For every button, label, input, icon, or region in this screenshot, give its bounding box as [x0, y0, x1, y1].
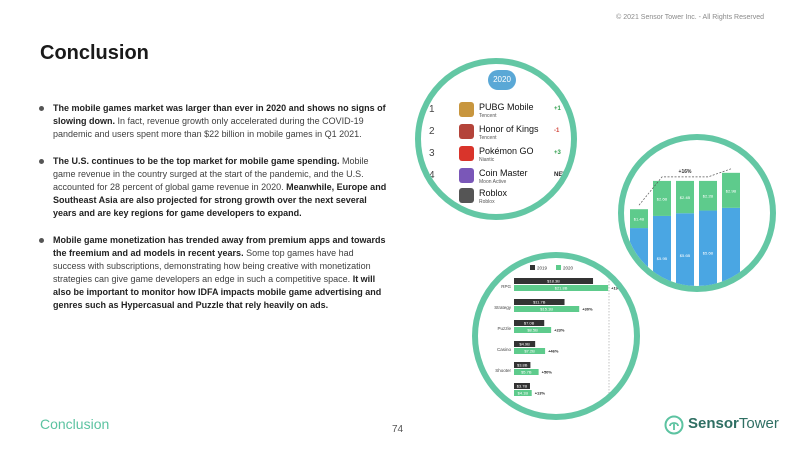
rank-number: 2	[429, 126, 435, 137]
bar-2019-label: $7.0B	[523, 320, 535, 326]
app-publisher: Niantic	[479, 157, 495, 163]
growth-label: +23%	[554, 327, 565, 333]
app-publisher: Roblox	[479, 199, 495, 205]
bar-bottom-segment	[653, 216, 671, 286]
bar-2020-label: $7.2B	[524, 348, 535, 354]
bar-2019-label: $18.3B	[547, 278, 560, 284]
bar-top-label: $2.4B	[679, 195, 691, 201]
app-icon	[459, 168, 474, 183]
stacked-bar-chart	[624, 140, 770, 286]
genre-label: Puzzle	[497, 326, 511, 331]
bullet-bold-2: It will also be important to monitor how IDFA impacts mobile game advertising and genres such as Hypercasual and Puzzle that rely heavily on ads.	[53, 274, 382, 310]
ranking-circle	[415, 58, 577, 220]
growth-label: +30%	[582, 306, 593, 312]
bar-bottom-segment	[722, 208, 740, 286]
app-publisher: Moon Active	[479, 179, 507, 185]
bullet-list	[38, 102, 388, 326]
app-name: PUBG Mobile	[479, 102, 534, 112]
bullet-text: Some top games have had success with subscriptions, demonstrating how being creative with monetization strategies can give game developers an edge in such a competitive space.	[53, 248, 371, 284]
sensor-tower-logo-icon	[664, 415, 684, 435]
bar-bottom-label: $5.9B	[656, 255, 668, 261]
genre-label: Shooter	[495, 368, 511, 373]
bullet-item	[38, 102, 388, 141]
bullet-bold: Mobile game monetization has trended away from premium apps and towards the freemium and ad models in recent years.	[53, 235, 386, 258]
bar-top-label: $2.2B	[702, 193, 714, 199]
genre-label: RPG	[501, 284, 511, 289]
bullet-text: Mobile game revenue in the country surged at the start of the pandemic, and the U.S. accounted for 28 percent of global game revenue in 2020.	[53, 156, 369, 192]
app-icon	[459, 124, 474, 139]
app-name: Honor of Kings	[479, 124, 539, 134]
legend-label: 2020	[563, 265, 574, 271]
ranking-row	[421, 188, 577, 210]
logo-text-sensor: Sensor	[688, 415, 739, 432]
ranking-row	[421, 146, 577, 168]
stacked-chart-circle	[618, 134, 776, 292]
genre-label: Strategy	[494, 305, 511, 310]
ranking-row	[421, 102, 577, 124]
genre-bar-chart	[478, 258, 634, 414]
ranking-row	[421, 168, 577, 190]
bullet-item	[38, 234, 388, 312]
bar-2020-label: $5.7B	[521, 369, 532, 375]
rank-number: 3	[429, 148, 435, 159]
bullet-bold: The U.S. continues to be the top market for mobile game spending.	[53, 156, 340, 166]
app-icon	[459, 146, 474, 161]
year-badge: 2020	[488, 70, 516, 90]
app-name: Roblox	[479, 188, 508, 198]
bar-2019-label: $11.7B	[533, 299, 546, 305]
rank-change: -1	[554, 128, 560, 134]
bar-2020-label: $4.1B	[517, 390, 529, 396]
growth-label: +19%	[611, 285, 622, 291]
footer-section-label: Conclusion	[40, 416, 110, 432]
bullet-bold: The mobile games market was larger than ever in 2020 and shows no signs of slowing down.	[53, 103, 386, 126]
legend-swatch	[556, 265, 561, 270]
legend-label: 2019	[537, 265, 548, 271]
rank-change: NEW	[554, 172, 568, 178]
ranking-row	[421, 124, 577, 146]
app-icon	[459, 188, 474, 203]
growth-label: +46%	[548, 348, 559, 354]
bar-bottom-label: $5.6B	[679, 253, 691, 259]
rank-number: 1	[429, 104, 435, 115]
rank-change: +3	[554, 150, 561, 156]
growth-label: +50%	[541, 369, 552, 375]
app-publisher: Tencent	[479, 113, 497, 119]
logo-text	[688, 415, 779, 432]
bar-2020-label: $15.1B	[540, 306, 553, 312]
app-name: Coin Master	[479, 168, 528, 178]
bar-top-label: $2.9B	[725, 188, 737, 194]
bar-2020-label: $21.8B	[554, 285, 568, 291]
bullet-item	[38, 155, 388, 220]
copyright-notice: © 2021 Sensor Tower Inc. - All Rights Reserved	[616, 14, 764, 21]
growth-label: +13%	[534, 390, 546, 396]
bar-2020-label: $8.5B	[527, 327, 538, 333]
bar-2019-label: $3.8B	[516, 362, 528, 368]
bar-top-label: $1.4B	[633, 216, 645, 222]
rank-change: +1	[554, 106, 561, 112]
bar-2019-label: $3.7B	[516, 383, 528, 389]
app-icon	[459, 102, 474, 117]
bar-top-label: $2.6B	[656, 196, 668, 202]
page-number: 74	[392, 424, 404, 435]
bullet-text: In fact, revenue growth only accelerated during the COVID-19 pandemic and users spent more than $22 billion in mobile games in Q1 2021.	[53, 116, 364, 139]
logo-text-tower: Tower	[738, 415, 779, 432]
bar-bottom-segment	[699, 211, 717, 286]
genre-label: Casino	[496, 347, 511, 352]
app-publisher: Tencent	[479, 135, 497, 141]
growth-label: +16%	[678, 168, 692, 175]
page-title: Conclusion	[40, 42, 149, 64]
app-name: Pokémon GO	[479, 146, 534, 156]
bullet-bold-2: Meanwhile, Europe and Southeast Asia are also projected for strong growth over the next several years and are key regions for game developers to expand.	[53, 182, 387, 218]
legend-swatch	[530, 265, 535, 270]
bar-bottom-label: $5.6B	[702, 250, 714, 256]
rank-number: 4	[429, 170, 435, 181]
bar-bottom-segment	[676, 213, 694, 286]
genre-chart-circle	[472, 252, 640, 420]
bar-2019-label: $4.9B	[519, 341, 530, 347]
